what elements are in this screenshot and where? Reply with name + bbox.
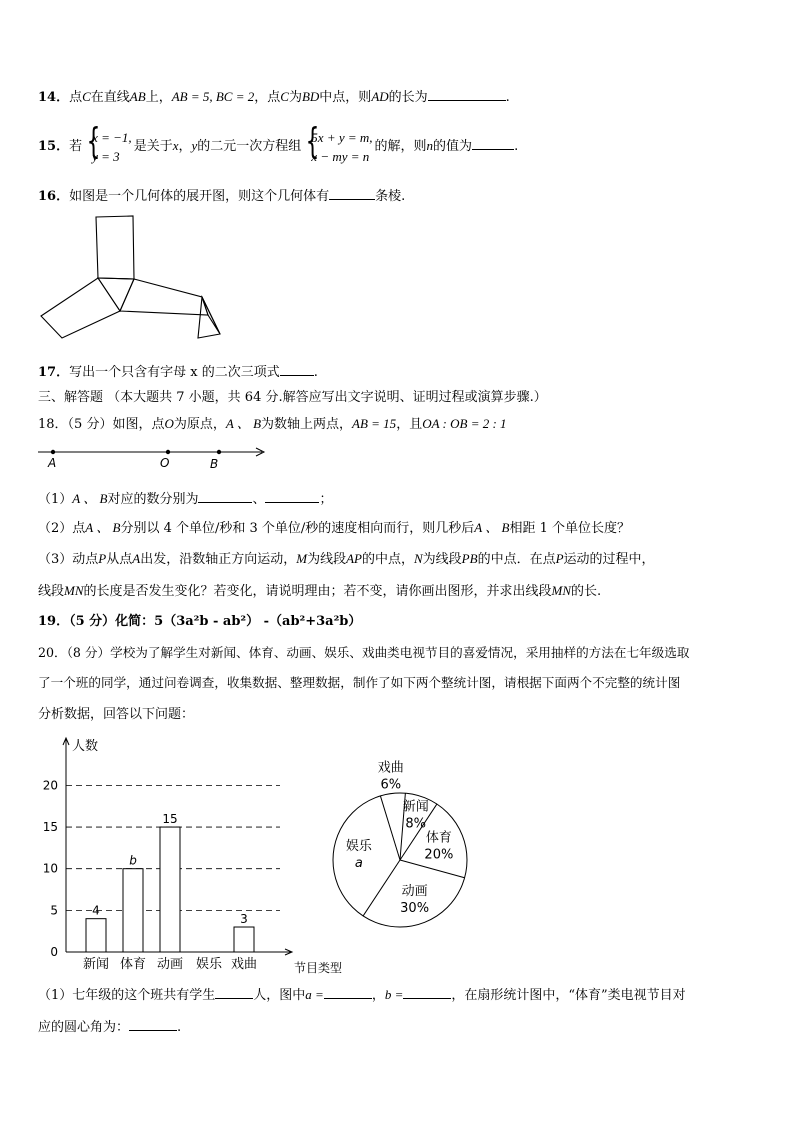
bar-value-label: 3 <box>240 912 248 927</box>
answer-blank[interactable] <box>265 490 319 503</box>
question-18 <box>38 415 507 434</box>
var-AP: AP <box>346 551 362 566</box>
var-A-B: A 、 B <box>85 520 121 535</box>
q15-sep: ， <box>178 139 192 154</box>
var-AB: AB <box>129 89 146 104</box>
pie-chart <box>325 745 485 935</box>
system-line: { 5x + y = m, <box>311 129 373 145</box>
q14-text: ，点 <box>254 90 281 105</box>
bar <box>160 827 180 952</box>
question-14 <box>38 88 510 107</box>
q14-end: . <box>505 90 510 105</box>
q15-text: 若 <box>69 139 83 154</box>
bar-value-label: b <box>129 853 137 868</box>
var-A-B: A 、 B <box>225 416 262 431</box>
q15-text: 是关于 <box>133 139 173 154</box>
var-P: P <box>555 551 564 566</box>
question-19: 19．（5 分）化简：5（3a²b - ab²） -（ab²+3a²b） <box>38 614 362 629</box>
q16-text: 如图是一个几何体的展开图，则这个几何体有 <box>69 189 330 204</box>
part-number: （1） <box>38 492 73 507</box>
answer-blank[interactable] <box>280 363 314 376</box>
part-sep: 、 <box>252 492 266 507</box>
net-left-rect <box>41 278 120 338</box>
q15-number: 15． <box>38 139 70 154</box>
var-x: x <box>172 138 179 153</box>
q18-text: ，且 <box>396 417 423 432</box>
q14-text: 在直线 <box>90 90 130 105</box>
y-tick-label: 5 <box>50 903 58 918</box>
q18-text: 为数轴上两点， <box>261 417 353 432</box>
point-B <box>217 450 221 454</box>
y-tick-label: 0 <box>50 945 58 959</box>
part-text: 运动的过程中， <box>563 552 655 567</box>
question-20-line-1: 20．（8 分）学校为了解学生对新闻、体育、动画、娱乐、戏曲类电视节目的喜爱情况，采用抽样的方法在七年级选取 <box>38 645 690 660</box>
q16-number: 16． <box>38 189 70 204</box>
part-end: ； <box>319 492 333 507</box>
q16-end: 条棱. <box>375 189 406 204</box>
part-number: （3）动点 <box>38 552 99 567</box>
var-P: P <box>98 551 107 566</box>
q15-end: . <box>514 139 519 154</box>
q15-text: 的值为 <box>433 139 473 154</box>
var-MN: MN <box>64 583 84 598</box>
system-line: y = 3 <box>92 148 120 164</box>
var-O: O <box>164 416 174 431</box>
q18-text: 为原点， <box>173 417 226 432</box>
var-A-B: A 、 B <box>474 520 510 535</box>
pie-slice-label: 戏曲 <box>377 760 404 776</box>
prism-net-figure <box>36 212 236 354</box>
bar-value-label: 15 <box>162 812 178 827</box>
system-line: { x = −1, <box>92 129 132 145</box>
q14-equation: AB = 5, BC = 2 <box>171 89 255 104</box>
var-MN: MN <box>551 583 572 598</box>
answer-blank[interactable] <box>215 986 253 999</box>
system-line: x − my = n <box>311 148 370 164</box>
var-N: N <box>413 551 423 566</box>
q20-part-1-line-2 <box>38 1018 181 1037</box>
point-O <box>166 450 170 454</box>
part-text: 人，图中 <box>253 988 306 1003</box>
q18-part-2 <box>38 519 630 538</box>
part-sep: ， <box>371 988 385 1003</box>
y-tick-label: 15 <box>42 820 58 835</box>
q18-equation: AB = 15 <box>352 416 397 431</box>
x-tick-label: 体育 <box>119 957 147 972</box>
label-A: A <box>48 456 57 470</box>
question-15 <box>38 126 518 167</box>
bar <box>86 919 106 952</box>
pie-slice-label: 新闻 <box>402 799 429 815</box>
y-tick-label: 10 <box>42 861 58 876</box>
q20-part-1 <box>38 986 686 1005</box>
point-A <box>51 450 55 454</box>
q18-part-3-line-2 <box>38 582 601 601</box>
net-right-rect <box>120 279 208 315</box>
q15-text: 的解，则 <box>374 139 427 154</box>
part-text: 为线段 <box>422 552 462 567</box>
q14-text: 中点，则 <box>319 90 372 105</box>
var-y: y <box>191 138 198 153</box>
var-A-B: A 、 B <box>72 491 108 506</box>
q18-head: 18．（5 分）如图，点 <box>38 417 165 432</box>
solution-system <box>84 128 132 166</box>
part-text: ，在扇形统计图中，“体育”类电视节目对 <box>451 988 686 1003</box>
bar-chart <box>30 730 350 980</box>
answer-blank[interactable] <box>198 490 252 503</box>
pie-slice-label: 动画 <box>401 883 428 899</box>
var-M: M <box>296 551 308 566</box>
var-PB: PB <box>461 551 478 566</box>
q14-text: 点 <box>69 90 83 105</box>
section-3-header: 三、解答题 （本大题共 7 小题，共 64 分.解答应写出文字说明、证明过程或演算步骤.） <box>38 390 547 405</box>
q18-part-3 <box>38 550 655 569</box>
label-B: B <box>210 457 219 471</box>
pie-slice-percent: 30% <box>400 900 430 916</box>
q18-part-1 <box>38 490 332 509</box>
x-axis-label: 节目类型 <box>294 961 343 975</box>
question-20-line-2: 了一个班的同学，通过问卷调查，收集数据、整理数据，制作了如下两个整统计图，请根据下面两个不完整的统计图 <box>38 675 681 690</box>
q17-number: 17． <box>38 365 70 380</box>
q14-text: 上， <box>145 90 172 105</box>
net-top-rect <box>96 216 134 279</box>
answer-blank[interactable] <box>428 88 506 101</box>
x-tick-label: 新闻 <box>82 957 110 972</box>
var-C: C <box>280 89 289 104</box>
q17-end: . <box>313 365 318 380</box>
part-text: 线段 <box>38 584 65 599</box>
bar <box>123 869 143 952</box>
net-center-triangle <box>98 278 134 311</box>
part-text: 相距 1 个单位长度？ <box>509 521 630 536</box>
var-a-eq: a = <box>305 987 324 1002</box>
part-number: （2）点 <box>38 521 86 536</box>
part-text: 为线段 <box>307 552 347 567</box>
answer-blank[interactable] <box>129 1018 177 1031</box>
part-text: 的中点， <box>361 552 414 567</box>
y-tick-label: 20 <box>42 778 58 793</box>
var-n: n <box>426 138 434 153</box>
var-b-eq: b = <box>384 987 404 1002</box>
q17-text: 写出一个只含有字母 x 的二次三项式 <box>69 365 280 380</box>
part-text: 的中点．在点 <box>477 552 556 567</box>
answer-blank[interactable] <box>472 137 514 150</box>
bar <box>234 927 254 952</box>
bar-value-label: 4 <box>92 903 100 918</box>
part-text: （1）七年级的这个班共有学生 <box>38 988 216 1003</box>
part-end: . <box>177 1020 182 1035</box>
x-tick-label: 动画 <box>156 957 184 972</box>
x-tick-label: 戏曲 <box>230 957 258 972</box>
pie-slice-percent: a <box>354 856 363 872</box>
question-20-line-3: 分析数据，回答以下问题： <box>38 707 195 722</box>
pie-slice-label: 体育 <box>425 830 452 846</box>
part-text: 出发，沿数轴正方向运动， <box>140 552 297 567</box>
x-tick-label: 娱乐 <box>195 957 223 972</box>
q14-text: 为 <box>288 90 302 105</box>
answer-blank[interactable] <box>324 986 372 999</box>
q14-number: 14． <box>38 90 70 105</box>
answer-blank[interactable] <box>329 187 375 200</box>
q15-text: 的二元一次方程组 <box>197 139 302 154</box>
var-AD: AD <box>371 89 389 104</box>
question-17 <box>38 363 318 382</box>
var-A: A <box>132 551 141 566</box>
q14-text: 的长为 <box>388 90 428 105</box>
q18-ratio: OA : OB = 2 : 1 <box>422 416 507 431</box>
part-text: 的长. <box>571 584 602 599</box>
part-text: 对应的数分别为 <box>107 492 199 507</box>
number-line <box>36 444 272 474</box>
label-O: O <box>160 456 170 470</box>
answer-blank[interactable] <box>403 986 451 999</box>
part-text: 的长度是否发生变化？若变化，请说明理由；若不变，请你画出图形，并求出线段 <box>83 584 552 599</box>
y-axis-label: 人数 <box>72 739 99 754</box>
pie-slice-percent: 6% <box>380 777 402 793</box>
var-C: C <box>82 89 91 104</box>
part-text: 从点 <box>106 552 133 567</box>
equation-system <box>303 128 372 166</box>
pie-slice-percent: 8% <box>405 816 427 832</box>
part-text: 分别以 4 个单位/秒和 3 个单位/秒的速度相向而行，则几秒后 <box>120 521 475 536</box>
var-BD: BD <box>301 89 320 104</box>
part-text: 应的圆心角为： <box>38 1020 130 1035</box>
question-16 <box>38 187 405 206</box>
pie-slice-percent: 20% <box>424 847 454 863</box>
pie-slice-label: 娱乐 <box>345 839 372 855</box>
